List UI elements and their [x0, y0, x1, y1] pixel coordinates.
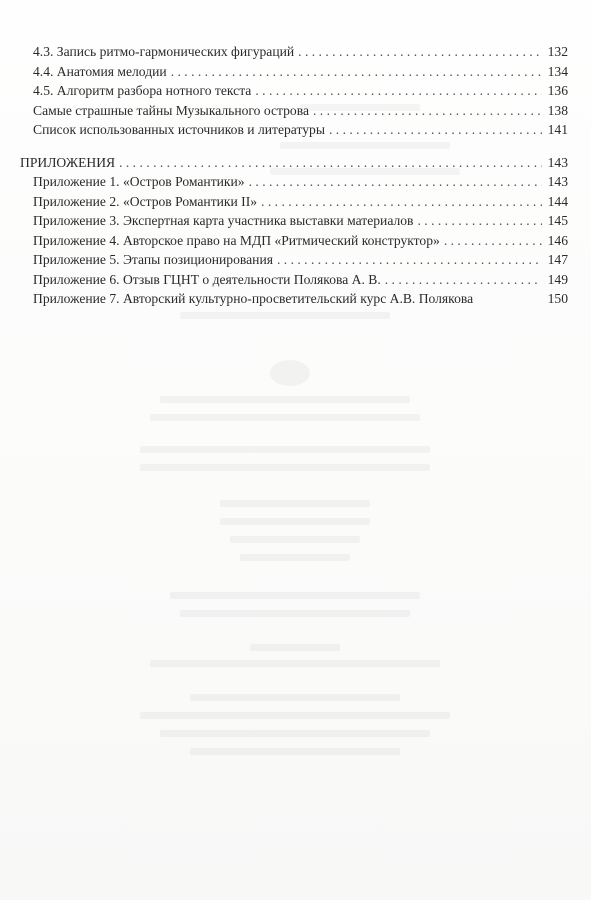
toc-entry	[20, 101, 568, 121]
toc-entry	[20, 62, 568, 82]
appendix-heading-page: 143	[547, 154, 568, 170]
toc-entry	[20, 120, 568, 140]
toc-entry-page: 147	[547, 252, 568, 267]
toc-entry-page: 136	[547, 83, 568, 98]
toc-entry-page: 145	[547, 213, 568, 228]
toc-appendix-entry	[20, 270, 568, 290]
appendix-heading	[20, 153, 568, 173]
toc-appendix-entry	[20, 172, 568, 192]
dot-leader	[277, 250, 542, 270]
toc-entry-page: 141	[547, 122, 568, 137]
toc-appendix-entry	[20, 211, 568, 231]
toc-entry-title: 4.4. Анатомия мелодии	[33, 63, 167, 79]
toc-entry	[20, 81, 568, 101]
toc-entry-title: Приложение 6. Отзыв ГЦНТ о деятельности Полякова А. В.	[33, 271, 381, 287]
dot-leader	[313, 101, 542, 121]
dot-leader	[249, 172, 542, 192]
appendix-heading-title: ПРИЛОЖЕНИЯ	[20, 154, 116, 170]
toc-entry-title: Приложение 3. Экспертная карта участника выставки материалов	[33, 213, 414, 228]
dot-leader	[255, 81, 542, 101]
toc-entry-title: Приложение 2. «Остров Романтики II»	[33, 193, 258, 209]
toc-appendix-entry	[20, 231, 568, 251]
toc-appendix-entry	[20, 250, 568, 270]
table-of-contents	[20, 42, 568, 309]
dot-leader	[298, 42, 542, 62]
toc-appendix-entry	[20, 192, 568, 212]
dot-leader	[261, 192, 542, 212]
toc-entry-page: 150	[547, 291, 568, 306]
toc-entry-title: Список использованных источников и литературы	[33, 122, 325, 137]
dot-leader	[417, 211, 542, 231]
toc-entry	[20, 42, 568, 62]
toc-appendix-entry	[20, 289, 568, 309]
toc-entry-title: Самые страшные тайны Музыкального острова	[33, 102, 309, 118]
toc-entry-page: 149	[547, 271, 568, 287]
dot-leader	[171, 62, 542, 82]
toc-entry-page: 138	[547, 102, 568, 118]
toc-entry-page: 143	[547, 174, 568, 189]
toc-entry-page: 134	[547, 63, 568, 79]
toc-entry-title: 4.3. Запись ритмо-гармонических фигураций	[33, 44, 295, 59]
toc-entry-title: Приложение 7. Авторский культурно-просветительский курс А.В. Полякова	[33, 291, 474, 306]
toc-entry-title: 4.5. Алгоритм разбора нотного текста	[33, 83, 252, 98]
dot-leader	[385, 270, 542, 290]
toc-entry-page: 144	[547, 193, 568, 209]
dot-leader	[119, 153, 542, 173]
toc-entry-title: Приложение 1. «Остров Романтики»	[33, 174, 245, 189]
toc-entry-page: 132	[547, 44, 568, 59]
dot-leader	[329, 120, 542, 140]
toc-entry-title: Приложение 5. Этапы позиционирования	[33, 252, 273, 267]
toc-entry-title: Приложение 4. Авторское право на МДП «Ритмический конструктор»	[33, 232, 440, 248]
dot-leader	[444, 231, 542, 251]
toc-entry-page: 146	[547, 232, 568, 248]
